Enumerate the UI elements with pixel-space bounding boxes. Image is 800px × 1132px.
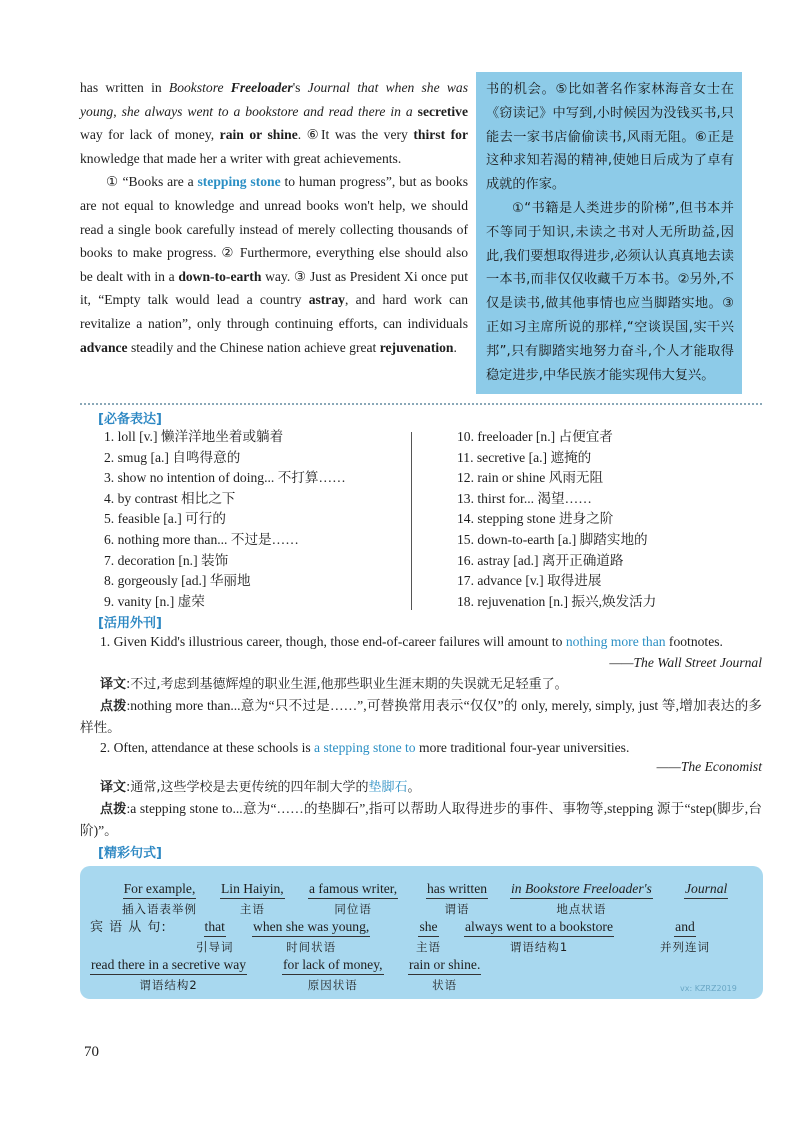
sentence-segment: for lack of money, 原因状语 [283, 957, 383, 992]
usage-note-1: 点拨:nothing more than...意为“只不过是……”,可替换常用表示“仅仅”的 only, merely, simply, just 等,增加表达的多样性。 [80, 698, 762, 735]
watermark: vx: KZRZ2019 [680, 984, 737, 993]
usage-note-2: 点拨:a stepping stone to...意为“……的垫脚石”,指可以帮助人取得进步的事件、事物等,stepping 源于“step(脚步,台阶)”。 [80, 801, 762, 838]
chinese-translation-box [476, 72, 742, 394]
vocab-item: 14. stepping stone 进身之阶 [457, 511, 614, 527]
usage-source-2: ——The Economist [656, 759, 762, 774]
sentence-segment: she 主语 [416, 919, 441, 954]
sentence-segment: a famous writer, 同位语 [309, 881, 398, 916]
sentence-segment: in Bookstore Freeloader's 地点状语 [511, 881, 652, 916]
usage-translation-2: 译文:通常,这些学校是去更传统的四年制大学的垫脚石。 [100, 780, 421, 795]
page-number: 70 [84, 1044, 99, 1060]
sentence-segment: and 并列连词 [660, 919, 710, 954]
vocab-list-left [104, 427, 346, 612]
sentence-segment: when she was young, 时间状语 [253, 919, 370, 954]
sentence-segment: always went to a bookstore 谓语结构1 [465, 919, 613, 954]
vocab-item: 9. vanity [n.] 虚荣 [104, 593, 205, 609]
vocab-item: 13. thirst for... 渴望…… [457, 490, 592, 506]
usage-example-1: 1. Given Kidd's illustrious career, though, those end-of-career failures will amount to nothing more than footnotes. [100, 634, 723, 649]
vocab-item: 3. show no intention of doing... 不打算…… [104, 470, 346, 486]
vocab-item: 4. by contrast 相比之下 [104, 490, 236, 506]
sentence-segment: For example, 插入语表举例 [122, 881, 197, 916]
vocab-item: 16. astray [ad.] 离开正确道路 [457, 552, 624, 568]
usage-section-title: [活用外刊] [98, 616, 162, 631]
sentence-segment: Lin Haiyin, 主语 [221, 881, 284, 916]
vocab-item: 15. down-to-earth [a.] 脚踏实地的 [457, 531, 648, 547]
vocab-list-right [457, 427, 656, 612]
sentence-segment: Journal [684, 878, 728, 901]
vocab-item: 17. advance [v.] 取得进展 [457, 573, 602, 589]
sentence-segment: read there in a secretive way 谓语结构2 [91, 957, 247, 992]
english-paragraph-main: ① “Books are a stepping stone to human progress”, but as books are not equal to knowledge and unread books won't help, we should read a single book carefully instead of merely collecting thousands of books to make progress. ② Furthermore, everything else should also be dealt with in a down-to-earth way. ③ Just as President Xi once put it, “Empty talk would lead a country astray, and hard work can revitalize a nation”, only through continuing efforts, can individuals advance steadily and the Chinese nation achieve great rejuvenation. [80, 174, 468, 355]
english-passage [80, 76, 468, 359]
vocab-item: 10. freeloader [n.] 占便宜者 [457, 429, 613, 444]
vocab-item: 8. gorgeously [ad.] 华丽地 [104, 573, 251, 589]
vocab-item: 18. rejuvenation [n.] 振兴,焕发活力 [457, 593, 657, 609]
sentence-section-title: [精彩句式] [98, 846, 162, 861]
english-paragraph-continued: has written in Bookstore Freeloader's Journal that when she was young, she always went to a bookstore and read there in a secretive way for lack of money, rain or shine. ⑥It was the very thirst for knowledge that made her a writer with great achievements. [80, 80, 469, 166]
clause-label: 宾 语 从 句: [90, 920, 167, 935]
vocab-item: 5. feasible [a.] 可行的 [104, 511, 226, 527]
vocab-item: 6. nothing more than... 不过是…… [104, 531, 299, 547]
usage-example-2: 2. Often, attendance at these schools is a stepping stone to more traditional four-year universities. [100, 740, 630, 755]
vocab-item: 11. secretive [a.] 遮掩的 [457, 449, 592, 465]
vocab-item: 12. rain or shine 风雨无阻 [457, 470, 604, 486]
sentence-segment: has written 谓语 [427, 881, 488, 916]
vocab-item: 2. smug [a.] 自鸣得意的 [104, 449, 241, 465]
vocab-item: 7. decoration [n.] 装饰 [104, 552, 229, 568]
sentence-segment: rain or shine. 状语 [409, 957, 481, 992]
vocab-column-divider [411, 432, 412, 610]
chinese-paragraph-main: ①“书籍是人类进步的阶梯”,但书本并不等同于知识,未读之书对人无所助益,因此,我们要想取得进步,必须认认真真地去读一本书,而非仅仅收藏千万本书。②另外,不仅是读书,做其他事情也应当脚踏实地。③正如习主席所说的那样,“空谈误国,实干兴邦”,只有脚踏实地努力奋斗,个人才能取得稳定进步,中华民族才能实现伟大复兴。 [486, 200, 734, 383]
chinese-paragraph-continued: 书的机会。⑤比如著名作家林海音女士在《窃读记》中写到,小时候因为没钱买书,只能去一家书店偷偷读书,风雨无阻。⑥正是这种求知若渴的精神,使她日后成为了卓有成就的作家。 [486, 82, 734, 193]
usage-source-1: ——The Wall Street Journal [609, 655, 762, 670]
sentence-analysis-box [80, 866, 763, 999]
vocab-section-title: [必备表达] [98, 412, 162, 427]
sentence-segment: that 引导词 [196, 919, 234, 954]
usage-translation-1: 译文:不过,考虑到基德辉煌的职业生涯,他那些职业生涯末期的失误就无足轻重了。 [100, 677, 568, 692]
section-divider [80, 403, 762, 405]
vocab-item: 1. loll [v.] 懒洋洋地坐着或躺着 [104, 429, 284, 444]
